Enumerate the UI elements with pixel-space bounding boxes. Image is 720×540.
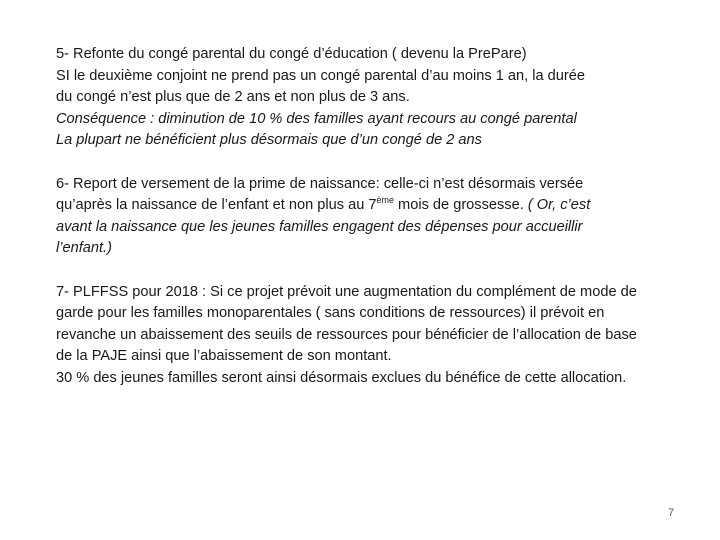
section-5-line-2: SI le deuxième conjoint ne prend pas un congé parental d’au moins 1 an, la durée xyxy=(56,67,585,84)
section-5 xyxy=(56,44,708,152)
section-7-line-4: de la PAJE ainsi que l’abaissement de son montant. xyxy=(56,348,392,365)
paragraph-gap xyxy=(56,260,708,282)
section-6 xyxy=(56,174,708,260)
section-5-consequence: Conséquence : diminution de 10 % des familles ayant recours au congé parental xyxy=(56,110,577,127)
section-7-line-1: 7- PLFFSS pour 2018 : Si ce projet prévoit une augmentation du complément de mode de xyxy=(56,283,637,300)
section-5-title: 5- Refonte du congé parental du congé d’éducation ( devenu la PrePare) xyxy=(56,46,527,62)
section-6-ordinal-superscript: ème xyxy=(376,195,394,206)
section-6-remark-start: ( Or, c’est xyxy=(523,197,591,214)
slide-body xyxy=(56,44,708,390)
section-6-line-2-text-end: mois de grossesse. xyxy=(394,197,524,214)
section-5-line-3: du congé n’est plus que de 2 ans et non plus de 3 ans. xyxy=(56,89,410,106)
section-5-note: La plupart ne bénéficient plus désormais que d’un congé de 2 ans xyxy=(56,132,482,149)
section-6-line-2-text: qu’après la naissance de l’enfant et non plus au 7 xyxy=(56,197,377,214)
paragraph-gap xyxy=(56,152,708,174)
section-7-line-2: garde pour les familles monoparentales ( sans conditions de ressources) il prévoit en xyxy=(56,305,605,322)
page-number: 7 xyxy=(668,507,675,519)
section-7-line-5: 30 % des jeunes familles seront ainsi désormais exclues du bénéfice de cette allocation. xyxy=(56,369,627,386)
section-6-remark-line-3: avant la naissance que les jeunes familles engagent des dépenses pour accueillir xyxy=(56,218,583,235)
section-7-line-3: revanche un abaissement des seuils de ressources pour bénéficier de l’allocation de base xyxy=(56,326,637,343)
section-6-line-1: 6- Report de versement de la prime de naissance: celle-ci n’est désormais versée xyxy=(56,175,584,192)
section-6-line-2 xyxy=(56,195,708,217)
section-6-remark-line-4: l’enfant.) xyxy=(56,240,112,257)
section-7 xyxy=(56,282,708,390)
